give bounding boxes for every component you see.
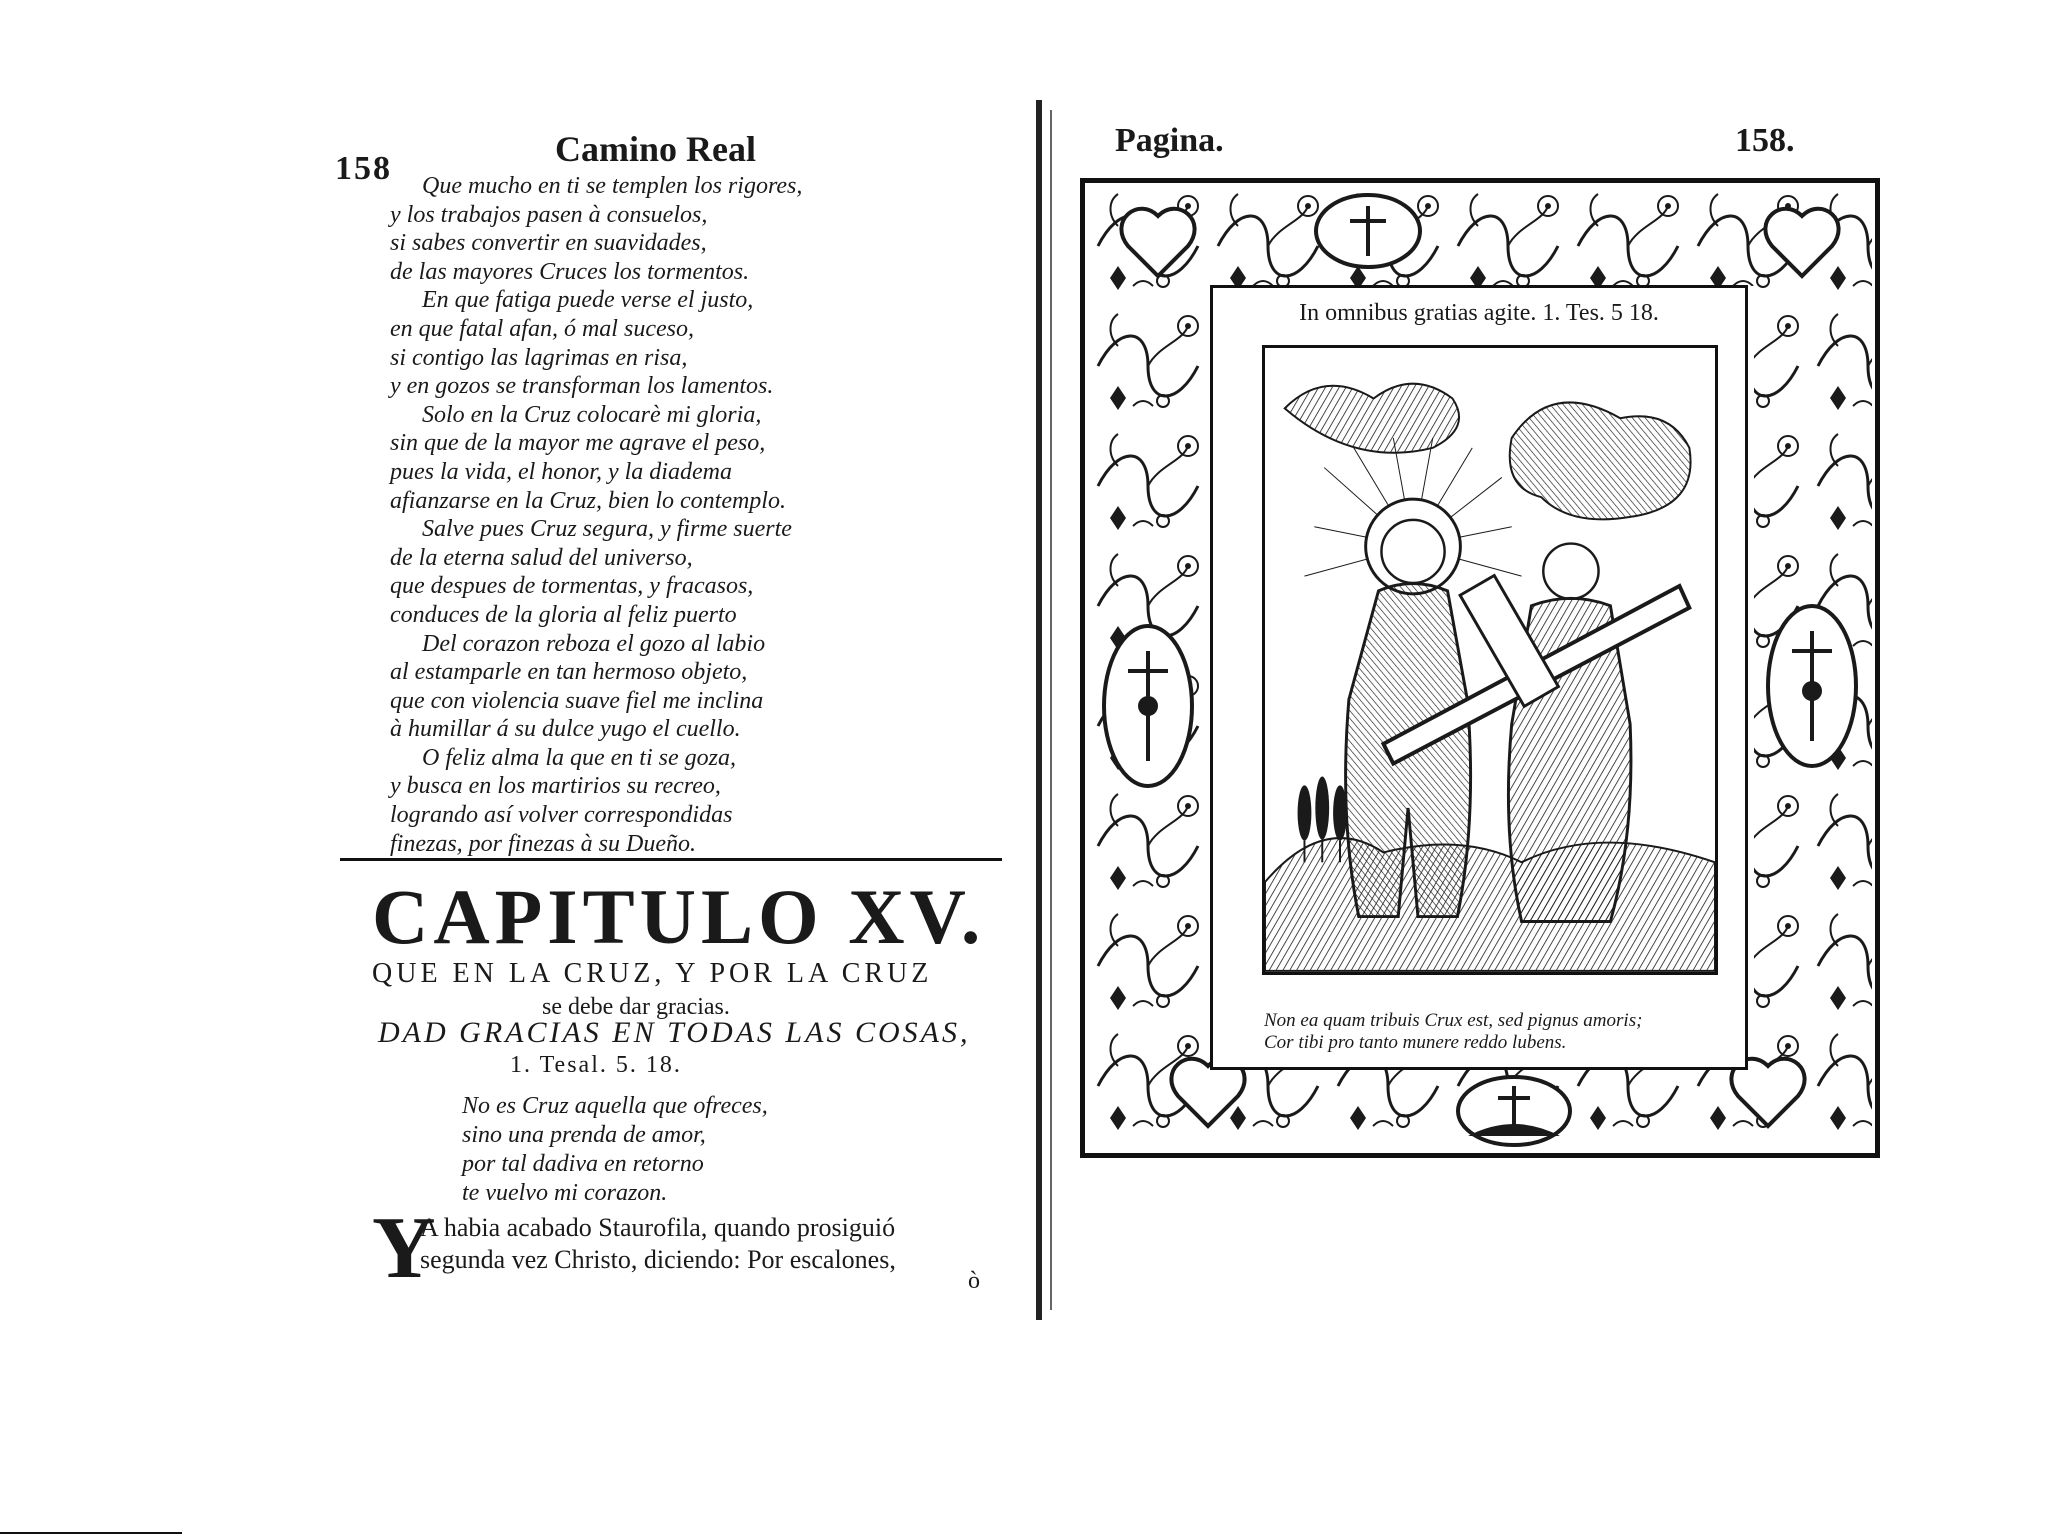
poem-line: si contigo las lagrimas en risa, [390,344,688,371]
poem-line: pues la vida, el honor, y la diadema [390,458,732,485]
chapter-title: CAPITULO XV. [372,873,986,960]
stanza-line: sino una prenda de amor, [462,1122,706,1148]
stanza-line: por tal dadiva en retorno [462,1151,704,1177]
chapter-subtitle: QUE EN LA CRUZ, Y POR LA CRUZ [372,958,933,989]
page-number: 158 [335,150,392,187]
poem-line: Del corazon reboza el gozo al labio [422,630,766,657]
poem [390,172,950,858]
poem-line: sin que de la mayor me agrave el peso, [390,430,766,457]
prose-line: segunda vez Christo, diciendo: Por escalones, [420,1245,896,1274]
poem-line: de la eterna salud del universo, [390,544,693,571]
right-running-head: Pagina. [1115,122,1224,159]
poem-line: de las mayores Cruces los tormentos. [390,258,750,285]
stanza-line: te vuelvo mi corazon. [462,1180,668,1206]
prose-line: A habia acabado Staurofila, quando prosiguió [420,1213,896,1242]
poem-line: que con violencia suave fiel me inclina [390,687,764,714]
poem-line: y los trabajos pasen à consuelos, [390,201,708,228]
poem-line: y busca en los martirios su recreo, [390,773,721,800]
poem-line: conduces de la gloria al feliz puerto [390,601,737,628]
chapter-rule [340,858,1002,861]
book-gutter [1036,100,1042,1320]
poem-line: Salve pues Cruz segura, y firme suerte [422,516,792,543]
stanza-line: No es Cruz aquella que ofreces, [462,1093,768,1119]
poem-line: si sabes convertir en suavidades, [390,230,707,257]
plate-caption [1264,1010,1724,1054]
poem-line: en que fatal afan, ó mal suceso, [390,315,694,342]
poem-line: que despues de tormentas, y fracasos, [390,573,754,600]
epigraph-reference: 1. Tesal. 5. 18. [510,1052,682,1078]
poem-line: à humillar á su dulce yugo el cuello. [390,716,741,743]
running-head: Camino Real [555,129,756,169]
chapter-subtitle-secondary: se debe dar gracias. [542,994,730,1020]
poem-line: Que mucho en ti se templen los rigores, [422,173,803,199]
poem-line: Solo en la Cruz colocarè mi gloria, [422,401,762,428]
caption-line: Cor tibi pro tanto munere reddo lubens. [1264,1032,1567,1053]
stanza [462,1092,768,1208]
poem-line: En que fatiga puede verse el justo, [422,287,754,314]
catchword: ò [968,1268,980,1294]
drop-cap: Y [372,1200,436,1297]
poem-line: afianzarse en la Cruz, bien lo contemplo. [390,487,786,514]
engraving-illustration [1262,345,1718,975]
right-page-number: 158. [1735,122,1795,159]
book-gutter-shadow [1050,110,1052,1310]
poem-line: O feliz alma la que en ti se goza, [422,744,736,771]
poem-line: y en gozos se transforman los lamentos. [390,373,774,400]
caption-line: Non ea quam tribuis Crux est, sed pignus amoris; [1264,1010,1643,1031]
scan-edge-mark [0,1532,182,1534]
epigraph-quote: DAD GRACIAS EN TODAS LAS COSAS, [378,1016,971,1049]
poem-line: finezas, por finezas à su Dueño. [390,830,696,857]
poem-line: al estamparle en tan hermoso objeto, [390,659,748,686]
plate-header: In omnibus gratias agite. 1. Tes. 5 18. [1299,300,1659,326]
poem-line: logrando así volver correspondidas [390,802,733,829]
